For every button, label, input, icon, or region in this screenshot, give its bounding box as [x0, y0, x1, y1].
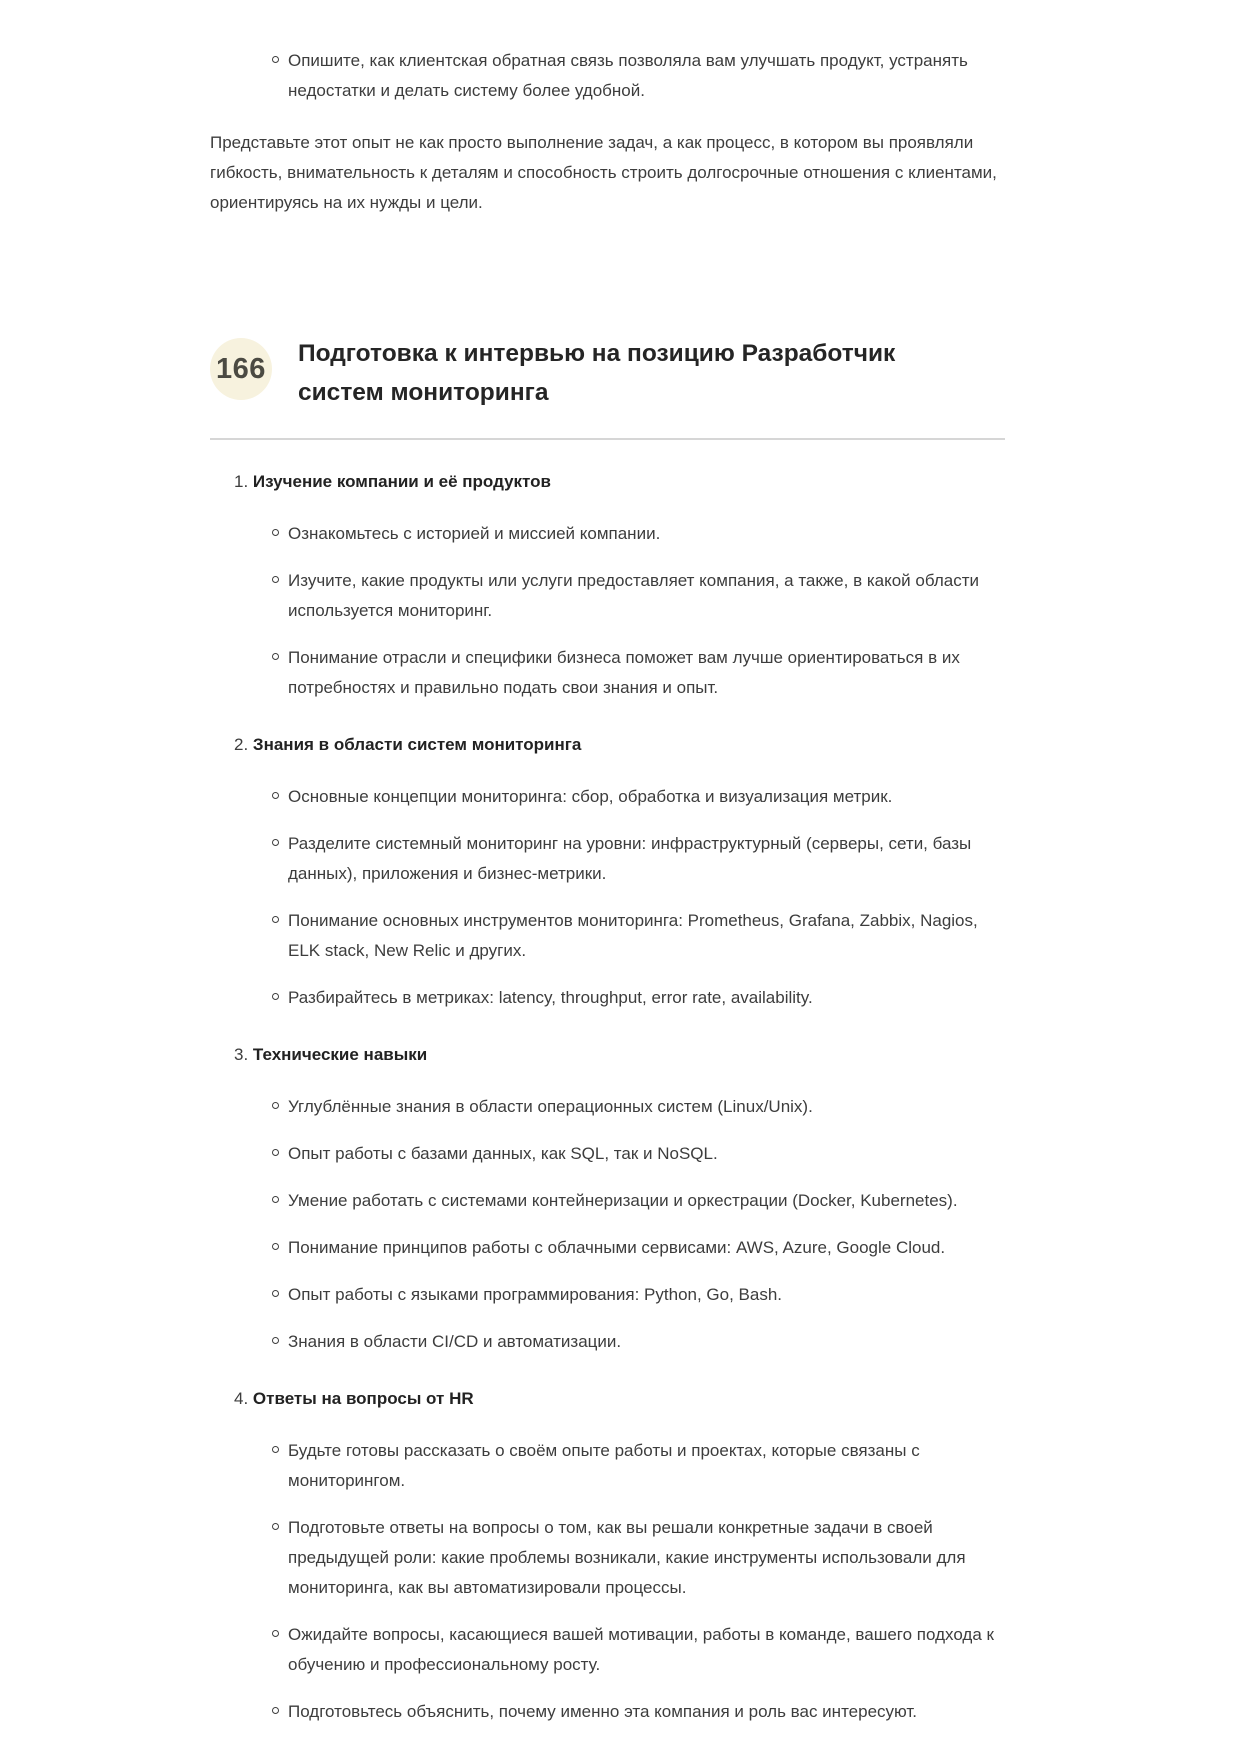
intro-bullet-list [210, 46, 1005, 106]
chapter-number-badge [210, 338, 272, 400]
section [210, 467, 1005, 703]
section-title: Знания в области систем мониторинга [252, 735, 582, 754]
section-items [210, 1092, 1005, 1357]
list-item-text: Понимание основных инструментов мониторинга: Prometheus, Grafana, Zabbix, Nagios, ELK stack, New Relic и других. [288, 911, 978, 960]
list-item-text: Понимание принципов работы с облачными сервисами: AWS, Azure, Google Cloud. [288, 1238, 946, 1257]
list-item-text: Знания в области CI/CD и автоматизации. [288, 1332, 622, 1351]
section-number: 2. [234, 735, 249, 754]
section-list [210, 467, 1005, 1727]
bullet-circle-icon [272, 576, 279, 583]
section [210, 730, 1005, 1013]
list-item-text: Опыт работы с языками программирования: Python, Go, Bash. [288, 1285, 783, 1304]
bullet-circle-icon [272, 1149, 279, 1156]
bullet-circle-icon [272, 56, 279, 63]
section-title: Ответы на вопросы от HR [252, 1389, 474, 1408]
bullet-circle-icon [272, 1243, 279, 1250]
list-item [210, 643, 1005, 703]
section-items [210, 519, 1005, 703]
chapter-header [210, 334, 1005, 412]
bullet-circle-icon [272, 1707, 279, 1714]
bullet-circle-icon [272, 1102, 279, 1109]
bullet-circle-icon [272, 1523, 279, 1530]
list-item-text: Разделите системный мониторинг на уровни: инфраструктурный (серверы, сети, базы данных), приложения и бизнес-метрики. [288, 834, 972, 883]
section [210, 1040, 1005, 1357]
document-content [210, 0, 1005, 1727]
section-heading [210, 730, 1005, 760]
bullet-circle-icon [272, 993, 279, 1000]
bullet-circle-icon [272, 1196, 279, 1203]
list-item-text: Изучите, какие продукты или услуги предоставляет компания, а также, в какой области используется мониторинг. [288, 571, 979, 620]
bullet-circle-icon [272, 653, 279, 660]
section-number: 4. [234, 1389, 249, 1408]
section-heading [210, 1040, 1005, 1070]
section-items [210, 782, 1005, 1013]
list-item-text: Подготовьте ответы на вопросы о том, как вы решали конкретные задачи в своей предыдущей роли: какие проблемы возникали, какие инструменты использовали для мониторинга, как вы автоматизировали процессы. [288, 1518, 966, 1597]
list-item-text: Опишите, как клиентская обратная связь позволяла вам улучшать продукт, устранять недостатки и делать систему более удобной. [288, 51, 968, 100]
bullet-circle-icon [272, 1290, 279, 1297]
list-item-text: Углублённые знания в области операционных систем (Linux/Unix). [288, 1097, 813, 1116]
list-item [210, 1436, 1005, 1496]
chapter-number: 166 [216, 353, 266, 385]
intro-paragraph: Представьте этот опыт не как просто выполнение задач, а как процесс, в котором вы проявляли гибкость, внимательность к деталям и способность строить долгосрочные отношения с клиентами, ориентируясь на их нужды и цели. [210, 133, 997, 212]
list-item [210, 1139, 1005, 1169]
section-number: 1. [234, 472, 249, 491]
list-item [210, 1233, 1005, 1263]
chapter-title: Подготовка к интервью на позицию Разработчик систем мониторинга [298, 340, 896, 406]
bullet-circle-icon [272, 1337, 279, 1344]
section-title: Изучение компании и её продуктов [252, 472, 551, 491]
list-item [210, 829, 1005, 889]
list-item [210, 906, 1005, 966]
list-item [210, 1620, 1005, 1680]
list-item [210, 1513, 1005, 1603]
list-item [210, 782, 1005, 812]
list-item [210, 519, 1005, 549]
section-items [210, 1436, 1005, 1727]
list-item [210, 1697, 1005, 1727]
section-heading [210, 1384, 1005, 1414]
bullet-circle-icon [272, 792, 279, 799]
list-item-text: Опыт работы с базами данных, как SQL, так и NoSQL. [288, 1144, 718, 1163]
section-heading [210, 467, 1005, 497]
list-item [210, 1186, 1005, 1216]
list-item-text: Ожидайте вопросы, касающиеся вашей мотивации, работы в команде, вашего подхода к обучению и профессиональному росту. [288, 1625, 994, 1674]
list-item-text: Понимание отрасли и специфики бизнеса поможет вам лучше ориентироваться в их потребностях и правильно подать свои знания и опыт. [288, 648, 960, 697]
list-item [210, 46, 1005, 106]
list-item-text: Ознакомьтесь с историей и миссией компании. [288, 524, 661, 543]
list-item-text: Будьте готовы рассказать о своём опыте работы и проектах, которые связаны с мониторингом. [288, 1441, 920, 1490]
bullet-circle-icon [272, 529, 279, 536]
section-title: Технические навыки [252, 1045, 428, 1064]
section-number: 3. [234, 1045, 249, 1064]
bullet-circle-icon [272, 916, 279, 923]
bullet-circle-icon [272, 839, 279, 846]
section [210, 1384, 1005, 1727]
list-item [210, 1092, 1005, 1122]
list-item-text: Основные концепции мониторинга: сбор, обработка и визуализация метрик. [288, 787, 893, 806]
list-item [210, 983, 1005, 1013]
bullet-circle-icon [272, 1630, 279, 1637]
list-item-text: Разбирайтесь в метриках: latency, throughput, error rate, availability. [288, 988, 813, 1007]
list-item-text: Умение работать с системами контейнеризации и оркестрации (Docker, Kubernetes). [288, 1191, 958, 1210]
list-item [210, 1327, 1005, 1357]
list-item [210, 1280, 1005, 1310]
bullet-circle-icon [272, 1446, 279, 1453]
list-item [210, 566, 1005, 626]
list-item-text: Подготовьтесь объяснить, почему именно эта компания и роль вас интересуют. [288, 1702, 918, 1721]
divider [210, 438, 1005, 440]
